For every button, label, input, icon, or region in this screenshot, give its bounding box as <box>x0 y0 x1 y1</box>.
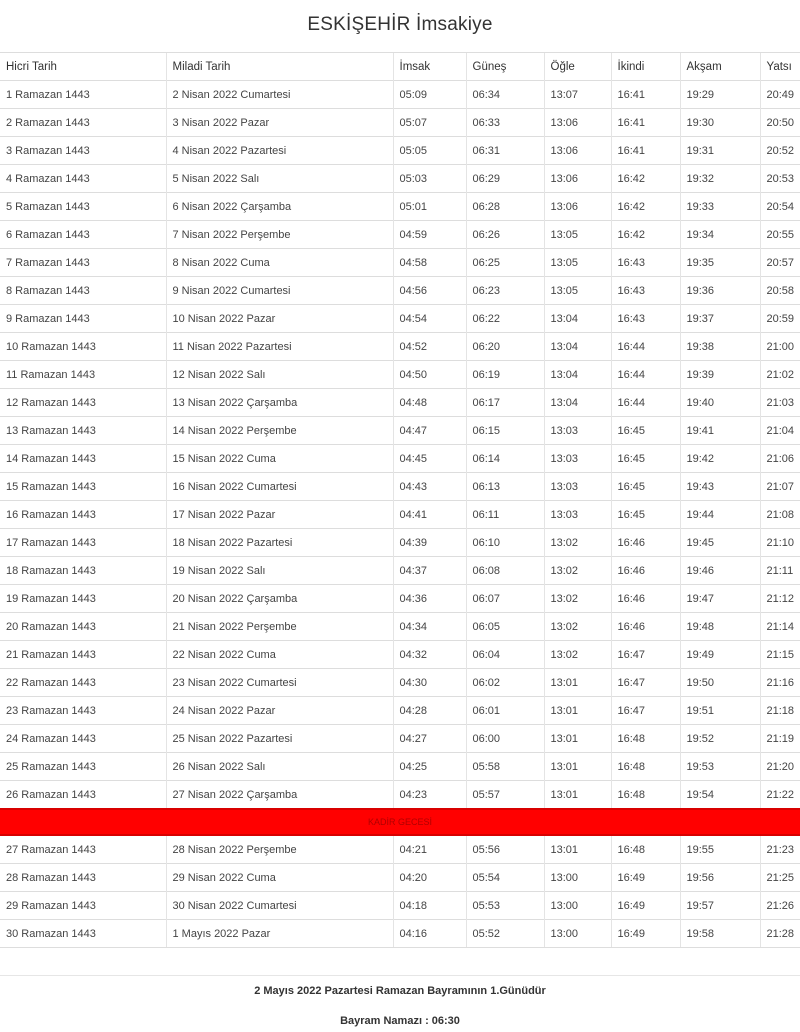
cell-ogle: 13:04 <box>544 305 611 333</box>
cell-aksam: 19:40 <box>680 389 760 417</box>
cell-hicri-tarih: 26 Ramazan 1443 <box>0 781 166 810</box>
cell-ikindi: 16:47 <box>611 697 680 725</box>
table-row <box>0 585 800 613</box>
cell-imsak: 04:36 <box>393 585 466 613</box>
cell-ikindi: 16:48 <box>611 835 680 864</box>
cell-gunes: 06:20 <box>466 333 544 361</box>
cell-ogle: 13:04 <box>544 333 611 361</box>
cell-aksam: 19:49 <box>680 641 760 669</box>
cell-ogle: 13:02 <box>544 613 611 641</box>
cell-aksam: 19:35 <box>680 249 760 277</box>
cell-miladi-tarih: 18 Nisan 2022 Pazartesi <box>166 529 393 557</box>
cell-miladi-tarih: 17 Nisan 2022 Pazar <box>166 501 393 529</box>
table-row <box>0 781 800 810</box>
cell-miladi-tarih: 22 Nisan 2022 Cuma <box>166 641 393 669</box>
table-row <box>0 109 800 137</box>
cell-hicri-tarih: 29 Ramazan 1443 <box>0 892 166 920</box>
cell-yatsi: 20:59 <box>760 305 800 333</box>
cell-yatsi: 21:02 <box>760 361 800 389</box>
table-row <box>0 753 800 781</box>
cell-hicri-tarih: 13 Ramazan 1443 <box>0 417 166 445</box>
cell-gunes: 06:23 <box>466 277 544 305</box>
cell-yatsi: 20:55 <box>760 221 800 249</box>
header-ikindi: İkindi <box>611 53 680 81</box>
cell-aksam: 19:43 <box>680 473 760 501</box>
cell-hicri-tarih: 24 Ramazan 1443 <box>0 725 166 753</box>
cell-ogle: 13:02 <box>544 529 611 557</box>
cell-miladi-tarih: 3 Nisan 2022 Pazar <box>166 109 393 137</box>
cell-ikindi: 16:41 <box>611 109 680 137</box>
cell-gunes: 06:01 <box>466 697 544 725</box>
cell-gunes: 05:52 <box>466 920 544 948</box>
header-yatsi: Yatsı <box>760 53 800 81</box>
cell-imsak: 04:34 <box>393 613 466 641</box>
cell-hicri-tarih: 28 Ramazan 1443 <box>0 864 166 892</box>
cell-aksam: 19:46 <box>680 557 760 585</box>
table-row <box>0 361 800 389</box>
cell-ikindi: 16:46 <box>611 613 680 641</box>
cell-ikindi: 16:49 <box>611 892 680 920</box>
cell-gunes: 06:15 <box>466 417 544 445</box>
cell-miladi-tarih: 21 Nisan 2022 Perşembe <box>166 613 393 641</box>
cell-hicri-tarih: 3 Ramazan 1443 <box>0 137 166 165</box>
cell-ikindi: 16:41 <box>611 81 680 109</box>
cell-aksam: 19:50 <box>680 669 760 697</box>
cell-imsak: 04:20 <box>393 864 466 892</box>
cell-hicri-tarih: 27 Ramazan 1443 <box>0 835 166 864</box>
cell-aksam: 19:51 <box>680 697 760 725</box>
table-row <box>0 529 800 557</box>
cell-hicri-tarih: 15 Ramazan 1443 <box>0 473 166 501</box>
cell-ogle: 13:01 <box>544 781 611 810</box>
table-row <box>0 81 800 109</box>
table-row <box>0 277 800 305</box>
cell-yatsi: 21:14 <box>760 613 800 641</box>
cell-aksam: 19:54 <box>680 781 760 810</box>
cell-hicri-tarih: 19 Ramazan 1443 <box>0 585 166 613</box>
cell-gunes: 05:56 <box>466 835 544 864</box>
cell-aksam: 19:33 <box>680 193 760 221</box>
cell-yatsi: 21:16 <box>760 669 800 697</box>
cell-gunes: 06:02 <box>466 669 544 697</box>
cell-miladi-tarih: 20 Nisan 2022 Çarşamba <box>166 585 393 613</box>
cell-imsak: 04:50 <box>393 361 466 389</box>
cell-imsak: 04:23 <box>393 781 466 810</box>
cell-yatsi: 20:49 <box>760 81 800 109</box>
cell-ikindi: 16:44 <box>611 361 680 389</box>
cell-ogle: 13:00 <box>544 920 611 948</box>
cell-hicri-tarih: 10 Ramazan 1443 <box>0 333 166 361</box>
cell-yatsi: 20:58 <box>760 277 800 305</box>
cell-gunes: 06:11 <box>466 501 544 529</box>
kadir-gecesi-label: KADİR GECESİ <box>0 809 800 835</box>
cell-miladi-tarih: 19 Nisan 2022 Salı <box>166 557 393 585</box>
cell-aksam: 19:55 <box>680 835 760 864</box>
cell-miladi-tarih: 6 Nisan 2022 Çarşamba <box>166 193 393 221</box>
cell-aksam: 19:44 <box>680 501 760 529</box>
cell-ogle: 13:01 <box>544 753 611 781</box>
cell-imsak: 04:58 <box>393 249 466 277</box>
table-row <box>0 445 800 473</box>
cell-ikindi: 16:43 <box>611 249 680 277</box>
cell-yatsi: 21:10 <box>760 529 800 557</box>
cell-gunes: 06:08 <box>466 557 544 585</box>
cell-aksam: 19:37 <box>680 305 760 333</box>
cell-ikindi: 16:45 <box>611 473 680 501</box>
cell-ogle: 13:02 <box>544 585 611 613</box>
cell-ikindi: 16:45 <box>611 501 680 529</box>
footer-divider <box>0 975 800 976</box>
cell-gunes: 06:33 <box>466 109 544 137</box>
cell-ogle: 13:06 <box>544 137 611 165</box>
cell-ikindi: 16:42 <box>611 165 680 193</box>
cell-yatsi: 20:54 <box>760 193 800 221</box>
cell-miladi-tarih: 9 Nisan 2022 Cumartesi <box>166 277 393 305</box>
cell-yatsi: 20:50 <box>760 109 800 137</box>
cell-yatsi: 20:52 <box>760 137 800 165</box>
kadir-gecesi-row <box>0 809 800 835</box>
cell-ogle: 13:07 <box>544 81 611 109</box>
table-row <box>0 389 800 417</box>
cell-yatsi: 21:04 <box>760 417 800 445</box>
cell-aksam: 19:53 <box>680 753 760 781</box>
table-row <box>0 892 800 920</box>
cell-hicri-tarih: 30 Ramazan 1443 <box>0 920 166 948</box>
table-header-row <box>0 53 800 81</box>
cell-ogle: 13:02 <box>544 557 611 585</box>
cell-ikindi: 16:49 <box>611 920 680 948</box>
cell-ikindi: 16:41 <box>611 137 680 165</box>
cell-yatsi: 20:53 <box>760 165 800 193</box>
cell-gunes: 06:25 <box>466 249 544 277</box>
cell-imsak: 05:03 <box>393 165 466 193</box>
table-row <box>0 137 800 165</box>
cell-ikindi: 16:46 <box>611 585 680 613</box>
cell-ikindi: 16:47 <box>611 641 680 669</box>
cell-imsak: 04:21 <box>393 835 466 864</box>
cell-imsak: 04:47 <box>393 417 466 445</box>
cell-yatsi: 21:28 <box>760 920 800 948</box>
cell-yatsi: 21:12 <box>760 585 800 613</box>
cell-gunes: 06:34 <box>466 81 544 109</box>
table-row <box>0 473 800 501</box>
cell-yatsi: 21:25 <box>760 864 800 892</box>
cell-gunes: 06:31 <box>466 137 544 165</box>
cell-gunes: 06:28 <box>466 193 544 221</box>
cell-ogle: 13:01 <box>544 697 611 725</box>
cell-aksam: 19:56 <box>680 864 760 892</box>
header-miladi-tarih: Miladi Tarih <box>166 53 393 81</box>
cell-aksam: 19:42 <box>680 445 760 473</box>
cell-yatsi: 21:18 <box>760 697 800 725</box>
cell-yatsi: 21:00 <box>760 333 800 361</box>
header-hicri-tarih: Hicri Tarih <box>0 53 166 81</box>
cell-imsak: 04:54 <box>393 305 466 333</box>
cell-yatsi: 21:26 <box>760 892 800 920</box>
cell-gunes: 06:29 <box>466 165 544 193</box>
cell-imsak: 04:37 <box>393 557 466 585</box>
cell-ogle: 13:06 <box>544 193 611 221</box>
cell-hicri-tarih: 17 Ramazan 1443 <box>0 529 166 557</box>
cell-yatsi: 21:15 <box>760 641 800 669</box>
cell-ogle: 13:06 <box>544 165 611 193</box>
cell-gunes: 06:19 <box>466 361 544 389</box>
cell-aksam: 19:47 <box>680 585 760 613</box>
cell-ogle: 13:05 <box>544 277 611 305</box>
cell-ogle: 13:00 <box>544 864 611 892</box>
cell-miladi-tarih: 30 Nisan 2022 Cumartesi <box>166 892 393 920</box>
cell-ogle: 13:01 <box>544 725 611 753</box>
imsakiye-table <box>0 52 800 948</box>
cell-miladi-tarih: 28 Nisan 2022 Perşembe <box>166 835 393 864</box>
cell-ikindi: 16:46 <box>611 529 680 557</box>
cell-ikindi: 16:42 <box>611 221 680 249</box>
cell-yatsi: 21:03 <box>760 389 800 417</box>
cell-miladi-tarih: 23 Nisan 2022 Cumartesi <box>166 669 393 697</box>
cell-imsak: 04:52 <box>393 333 466 361</box>
cell-imsak: 05:07 <box>393 109 466 137</box>
cell-ikindi: 16:48 <box>611 753 680 781</box>
cell-ogle: 13:05 <box>544 221 611 249</box>
cell-aksam: 19:48 <box>680 613 760 641</box>
table-row <box>0 641 800 669</box>
cell-hicri-tarih: 12 Ramazan 1443 <box>0 389 166 417</box>
bayram-note: 2 Mayıs 2022 Pazartesi Ramazan Bayramının 1.Günüdür <box>254 985 546 997</box>
table-row <box>0 193 800 221</box>
cell-gunes: 06:17 <box>466 389 544 417</box>
cell-miladi-tarih: 2 Nisan 2022 Cumartesi <box>166 81 393 109</box>
cell-imsak: 04:28 <box>393 697 466 725</box>
cell-gunes: 06:04 <box>466 641 544 669</box>
cell-imsak: 04:48 <box>393 389 466 417</box>
cell-imsak: 04:45 <box>393 445 466 473</box>
cell-gunes: 06:14 <box>466 445 544 473</box>
cell-aksam: 19:36 <box>680 277 760 305</box>
cell-hicri-tarih: 14 Ramazan 1443 <box>0 445 166 473</box>
cell-gunes: 05:58 <box>466 753 544 781</box>
cell-miladi-tarih: 5 Nisan 2022 Salı <box>166 165 393 193</box>
cell-yatsi: 20:57 <box>760 249 800 277</box>
table-row <box>0 920 800 948</box>
cell-yatsi: 21:07 <box>760 473 800 501</box>
cell-hicri-tarih: 5 Ramazan 1443 <box>0 193 166 221</box>
cell-aksam: 19:39 <box>680 361 760 389</box>
cell-ogle: 13:03 <box>544 473 611 501</box>
cell-hicri-tarih: 23 Ramazan 1443 <box>0 697 166 725</box>
cell-ikindi: 16:43 <box>611 305 680 333</box>
table-row <box>0 725 800 753</box>
cell-miladi-tarih: 15 Nisan 2022 Cuma <box>166 445 393 473</box>
cell-miladi-tarih: 1 Mayıs 2022 Pazar <box>166 920 393 948</box>
table-row <box>0 864 800 892</box>
cell-ogle: 13:05 <box>544 249 611 277</box>
cell-aksam: 19:38 <box>680 333 760 361</box>
cell-ikindi: 16:45 <box>611 445 680 473</box>
cell-gunes: 06:07 <box>466 585 544 613</box>
cell-hicri-tarih: 21 Ramazan 1443 <box>0 641 166 669</box>
cell-ogle: 13:06 <box>544 109 611 137</box>
cell-gunes: 06:05 <box>466 613 544 641</box>
cell-hicri-tarih: 22 Ramazan 1443 <box>0 669 166 697</box>
cell-hicri-tarih: 7 Ramazan 1443 <box>0 249 166 277</box>
cell-aksam: 19:45 <box>680 529 760 557</box>
cell-ogle: 13:03 <box>544 445 611 473</box>
cell-miladi-tarih: 11 Nisan 2022 Pazartesi <box>166 333 393 361</box>
cell-ikindi: 16:44 <box>611 389 680 417</box>
cell-ogle: 13:04 <box>544 389 611 417</box>
cell-ikindi: 16:49 <box>611 864 680 892</box>
header-aksam: Akşam <box>680 53 760 81</box>
cell-imsak: 04:27 <box>393 725 466 753</box>
cell-miladi-tarih: 14 Nisan 2022 Perşembe <box>166 417 393 445</box>
bayram-namazi-time: Bayram Namazı : 06:30 <box>340 1015 460 1027</box>
table-row <box>0 697 800 725</box>
cell-imsak: 04:59 <box>393 221 466 249</box>
cell-gunes: 06:00 <box>466 725 544 753</box>
cell-imsak: 04:25 <box>393 753 466 781</box>
cell-miladi-tarih: 27 Nisan 2022 Çarşamba <box>166 781 393 810</box>
cell-ikindi: 16:47 <box>611 669 680 697</box>
cell-imsak: 05:09 <box>393 81 466 109</box>
cell-yatsi: 21:19 <box>760 725 800 753</box>
cell-imsak: 04:16 <box>393 920 466 948</box>
cell-aksam: 19:34 <box>680 221 760 249</box>
cell-miladi-tarih: 4 Nisan 2022 Pazartesi <box>166 137 393 165</box>
cell-imsak: 04:32 <box>393 641 466 669</box>
cell-miladi-tarih: 7 Nisan 2022 Perşembe <box>166 221 393 249</box>
cell-aksam: 19:30 <box>680 109 760 137</box>
cell-hicri-tarih: 1 Ramazan 1443 <box>0 81 166 109</box>
cell-ikindi: 16:48 <box>611 725 680 753</box>
cell-yatsi: 21:22 <box>760 781 800 810</box>
cell-hicri-tarih: 8 Ramazan 1443 <box>0 277 166 305</box>
cell-hicri-tarih: 16 Ramazan 1443 <box>0 501 166 529</box>
cell-yatsi: 21:23 <box>760 835 800 864</box>
cell-gunes: 06:13 <box>466 473 544 501</box>
cell-aksam: 19:57 <box>680 892 760 920</box>
cell-miladi-tarih: 29 Nisan 2022 Cuma <box>166 864 393 892</box>
cell-imsak: 04:18 <box>393 892 466 920</box>
cell-hicri-tarih: 6 Ramazan 1443 <box>0 221 166 249</box>
cell-ikindi: 16:46 <box>611 557 680 585</box>
cell-ikindi: 16:48 <box>611 781 680 810</box>
cell-aksam: 19:41 <box>680 417 760 445</box>
cell-hicri-tarih: 25 Ramazan 1443 <box>0 753 166 781</box>
cell-yatsi: 21:08 <box>760 501 800 529</box>
cell-hicri-tarih: 2 Ramazan 1443 <box>0 109 166 137</box>
cell-miladi-tarih: 13 Nisan 2022 Çarşamba <box>166 389 393 417</box>
cell-aksam: 19:58 <box>680 920 760 948</box>
cell-hicri-tarih: 18 Ramazan 1443 <box>0 557 166 585</box>
cell-ogle: 13:02 <box>544 641 611 669</box>
cell-miladi-tarih: 26 Nisan 2022 Salı <box>166 753 393 781</box>
cell-ogle: 13:01 <box>544 835 611 864</box>
cell-imsak: 04:30 <box>393 669 466 697</box>
header-gunes: Güneş <box>466 53 544 81</box>
cell-imsak: 04:43 <box>393 473 466 501</box>
cell-gunes: 05:53 <box>466 892 544 920</box>
table-row <box>0 417 800 445</box>
cell-ogle: 13:04 <box>544 361 611 389</box>
cell-gunes: 05:54 <box>466 864 544 892</box>
table-row <box>0 333 800 361</box>
cell-gunes: 06:10 <box>466 529 544 557</box>
cell-ikindi: 16:42 <box>611 193 680 221</box>
page-title: ESKİŞEHİR İmsakiye <box>307 14 493 35</box>
header-ogle: Öğle <box>544 53 611 81</box>
cell-miladi-tarih: 25 Nisan 2022 Pazartesi <box>166 725 393 753</box>
cell-imsak: 05:05 <box>393 137 466 165</box>
cell-ikindi: 16:45 <box>611 417 680 445</box>
cell-hicri-tarih: 9 Ramazan 1443 <box>0 305 166 333</box>
cell-yatsi: 21:20 <box>760 753 800 781</box>
cell-imsak: 05:01 <box>393 193 466 221</box>
header-imsak: İmsak <box>393 53 466 81</box>
cell-aksam: 19:29 <box>680 81 760 109</box>
cell-hicri-tarih: 11 Ramazan 1443 <box>0 361 166 389</box>
cell-imsak: 04:41 <box>393 501 466 529</box>
cell-gunes: 06:26 <box>466 221 544 249</box>
cell-miladi-tarih: 24 Nisan 2022 Pazar <box>166 697 393 725</box>
table-row <box>0 557 800 585</box>
cell-aksam: 19:52 <box>680 725 760 753</box>
table-row <box>0 501 800 529</box>
cell-ikindi: 16:44 <box>611 333 680 361</box>
table-row <box>0 221 800 249</box>
table-row <box>0 305 800 333</box>
cell-yatsi: 21:06 <box>760 445 800 473</box>
cell-ogle: 13:03 <box>544 501 611 529</box>
table-row <box>0 669 800 697</box>
cell-gunes: 05:57 <box>466 781 544 810</box>
table-row <box>0 835 800 864</box>
cell-ogle: 13:00 <box>544 892 611 920</box>
cell-miladi-tarih: 12 Nisan 2022 Salı <box>166 361 393 389</box>
cell-hicri-tarih: 20 Ramazan 1443 <box>0 613 166 641</box>
cell-miladi-tarih: 10 Nisan 2022 Pazar <box>166 305 393 333</box>
cell-imsak: 04:39 <box>393 529 466 557</box>
cell-ogle: 13:01 <box>544 669 611 697</box>
cell-miladi-tarih: 16 Nisan 2022 Cumartesi <box>166 473 393 501</box>
cell-gunes: 06:22 <box>466 305 544 333</box>
cell-aksam: 19:31 <box>680 137 760 165</box>
cell-miladi-tarih: 8 Nisan 2022 Cuma <box>166 249 393 277</box>
cell-yatsi: 21:11 <box>760 557 800 585</box>
cell-hicri-tarih: 4 Ramazan 1443 <box>0 165 166 193</box>
cell-imsak: 04:56 <box>393 277 466 305</box>
table-row <box>0 613 800 641</box>
table-row <box>0 249 800 277</box>
table-row <box>0 165 800 193</box>
cell-ogle: 13:03 <box>544 417 611 445</box>
cell-aksam: 19:32 <box>680 165 760 193</box>
cell-ikindi: 16:43 <box>611 277 680 305</box>
